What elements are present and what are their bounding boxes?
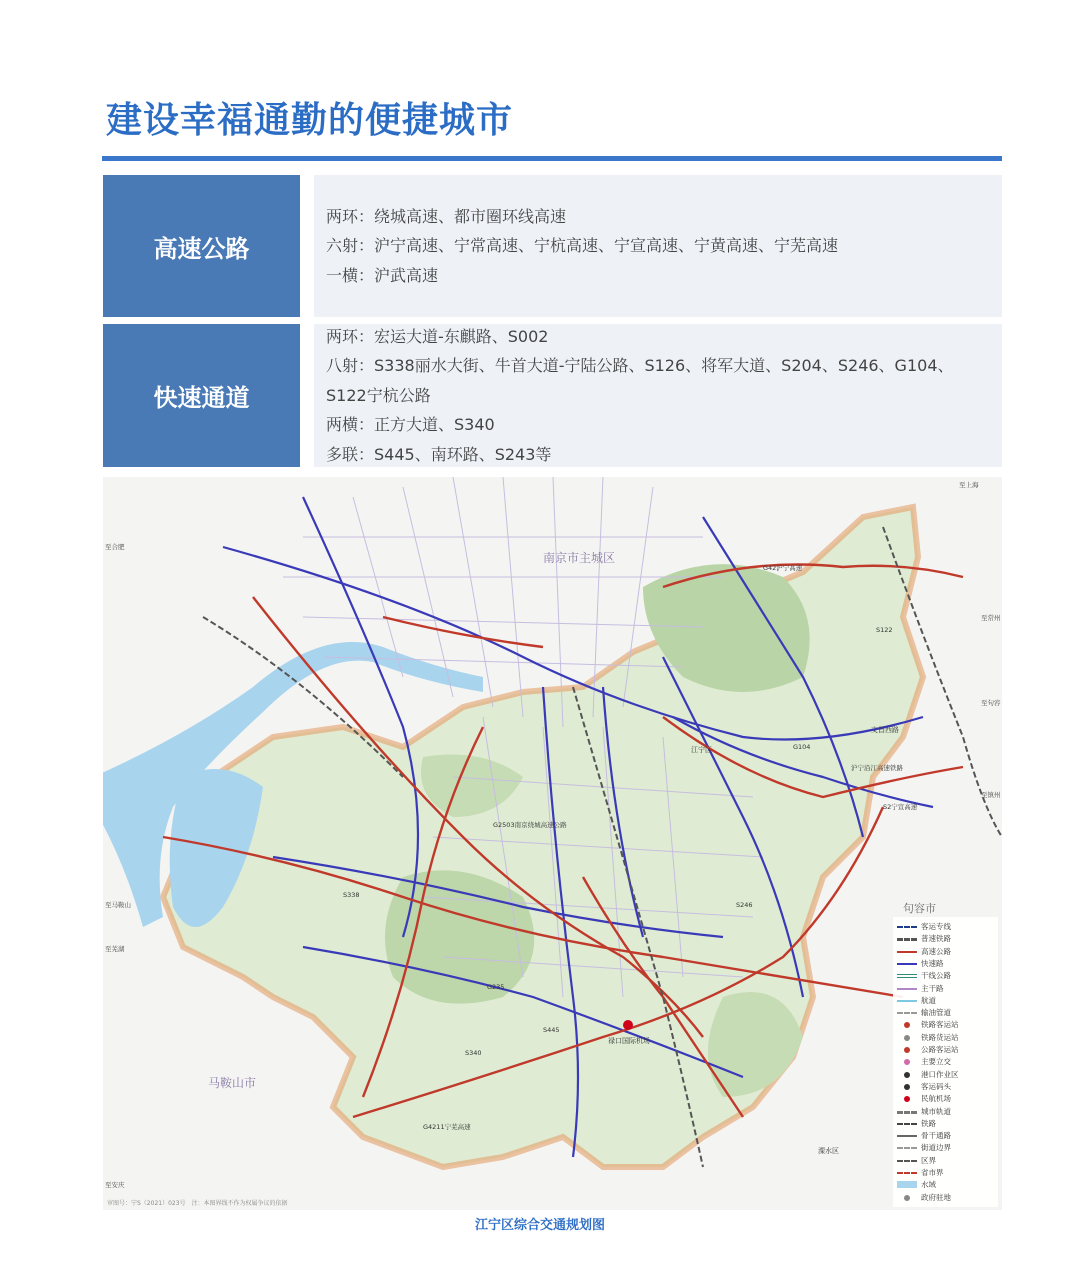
- legend-label: 铁路货运站: [921, 1032, 959, 1042]
- road-label: G4211宁芜高速: [423, 1123, 471, 1131]
- legend-symbol: [904, 1084, 910, 1090]
- direction-label: 至芜湖: [105, 945, 125, 953]
- map-canvas: [103, 477, 1002, 1210]
- direction-label: 至上海: [959, 481, 979, 489]
- airport-icon: [623, 1020, 633, 1030]
- direction-label: 至句容: [981, 699, 1001, 707]
- legend-item: [893, 1155, 998, 1167]
- legend-item: [893, 921, 998, 933]
- legend-label: 主要立交: [921, 1057, 951, 1067]
- legend-symbol: [897, 938, 917, 941]
- legend-label: 普速铁路: [921, 934, 951, 944]
- legend-label: 主干路: [921, 983, 944, 993]
- legend-item: [893, 1069, 998, 1081]
- legend-symbol: [904, 1059, 910, 1065]
- legend-symbol: [897, 926, 917, 928]
- legend-symbol: [897, 951, 917, 953]
- legend-label: 民航机场: [921, 1094, 951, 1104]
- legend-symbol: [897, 1123, 917, 1125]
- description-line: 六射：沪宁高速、宁常高速、宁杭高速、宁宣高速、宁黄高速、宁芜高速: [326, 236, 839, 256]
- direction-label: 至马鞍山: [105, 901, 131, 909]
- legend-item: [893, 1007, 998, 1019]
- airport-label: 禄口国际机场: [608, 1037, 650, 1045]
- description-line: 多联：S445、南环路、S243等: [326, 444, 552, 464]
- direction-label: 至常州: [981, 614, 1001, 622]
- legend-item: [893, 1081, 998, 1093]
- title-divider: [102, 156, 1002, 161]
- legend-item: [893, 1019, 998, 1031]
- legend-label: 铁路客运站: [921, 1020, 959, 1030]
- road-label: G42沪宁高速: [763, 564, 803, 572]
- road-label: G235: [487, 983, 505, 991]
- legend-symbol: [897, 1172, 917, 1174]
- legend-label: 区界: [921, 1155, 936, 1165]
- legend-label: 城市轨道: [921, 1106, 951, 1116]
- legend-symbol: [897, 1160, 917, 1162]
- direction-label: 至合肥: [105, 543, 125, 551]
- legend-symbol: [897, 1000, 917, 1002]
- category-label: 高速公路: [103, 175, 300, 317]
- legend-symbol: [904, 1072, 910, 1078]
- legend-item: [893, 1118, 998, 1130]
- legend-item: [893, 1056, 998, 1068]
- road-label: S246: [736, 901, 753, 909]
- legend-symbol: [904, 1047, 910, 1053]
- place-label: 溧水区: [818, 1147, 839, 1155]
- legend-label: 水域: [921, 1180, 936, 1190]
- legend-label: 省市界: [921, 1168, 944, 1177]
- legend-item: [893, 970, 998, 982]
- legend-label: 政府驻地: [921, 1192, 951, 1202]
- legend-item: [893, 1167, 998, 1179]
- legend-label: 港口作业区: [921, 1069, 959, 1079]
- road-label: S2宁宣高速: [883, 803, 918, 811]
- legend-label: 铁路: [921, 1118, 936, 1128]
- legend-label: 街道边界: [921, 1143, 951, 1153]
- legend-label: 客运专线: [921, 922, 951, 931]
- category-description: [314, 324, 1002, 467]
- legend-item: [893, 1044, 998, 1056]
- section-fast-channel: [103, 324, 1002, 467]
- legend-symbol: [904, 1022, 910, 1028]
- legend-item: [893, 958, 998, 970]
- description-line: 两环：绕城高速、都市圈环线高速: [326, 206, 567, 226]
- legend-symbol: [904, 1035, 910, 1041]
- legend-item: [893, 1130, 998, 1142]
- legend-label: 干线公路: [921, 971, 951, 981]
- category-description: [314, 175, 1002, 317]
- legend-symbol: [897, 963, 917, 965]
- legend-symbol: [897, 1135, 917, 1137]
- page-title: 建设幸福通勤的便捷城市: [106, 100, 514, 141]
- legend-symbol: [897, 1181, 917, 1188]
- description-line: 八射：S338丽水大街、牛首大道-宁陆公路、S126、将军大道、S204、S246、G104、: [326, 356, 954, 376]
- legend-item: [893, 1093, 998, 1105]
- place-label: 江宁区: [691, 746, 712, 754]
- description-line: 两横：正方大道、S340: [326, 415, 495, 435]
- legend-item: [893, 983, 998, 995]
- description-line: 两环：宏运大道-东麒路、S002: [326, 326, 549, 346]
- hill-area: [385, 870, 534, 1003]
- legend-label: 航道: [921, 995, 936, 1005]
- legend-symbol: [897, 1111, 917, 1114]
- legend-label: 高速公路: [921, 946, 951, 956]
- legend-item: [893, 1192, 998, 1204]
- road-label: S122: [876, 626, 893, 634]
- road-label: G104: [793, 743, 811, 751]
- legend-item: [893, 995, 998, 1007]
- description-line: 一横：沪武高速: [326, 265, 439, 285]
- category-label: 快速通道: [103, 324, 300, 467]
- direction-label: 至安庆: [105, 1181, 125, 1189]
- legend-symbol: [904, 1096, 910, 1102]
- place-label: 马鞍山市: [208, 1076, 257, 1090]
- road-label: S338: [343, 891, 360, 899]
- legend-symbol: [897, 974, 917, 978]
- approval-note: 审图号：宁S（2021）023号 注：本图界线不作为权属争议的依据: [107, 1200, 288, 1207]
- legend-label: 骨干通路: [921, 1131, 951, 1141]
- legend-item: [893, 946, 998, 958]
- legend-item: [893, 1142, 998, 1154]
- legend-symbol: [897, 988, 917, 990]
- map-caption: 江宁区综合交通规划图: [474, 1218, 605, 1233]
- legend-symbol: [897, 1012, 917, 1014]
- road-label: 沪宁沿江高速铁路: [851, 764, 903, 772]
- legend-label: 客运码头: [921, 1081, 951, 1091]
- road-label: G2503南京绕城高速公路: [493, 821, 567, 829]
- section-expressway: [103, 175, 1002, 317]
- legend-label: 公路客运站: [921, 1045, 959, 1054]
- legend-item: [893, 1179, 998, 1191]
- description-line: S122宁杭公路: [326, 385, 431, 405]
- legend-label: 输油管道: [921, 1008, 951, 1018]
- transport-plan-map: [103, 477, 1002, 1210]
- place-label: 南京市主城区: [543, 551, 616, 565]
- road-label: 文昌西路: [871, 726, 899, 734]
- legend-symbol: [897, 1147, 917, 1149]
- legend-item: [893, 1032, 998, 1044]
- road-label: S445: [543, 1026, 560, 1034]
- legend-symbol: [904, 1195, 910, 1201]
- road-label: S340: [465, 1049, 482, 1057]
- legend-item: [893, 933, 998, 945]
- legend-label: 快速路: [921, 958, 944, 968]
- legend-item: [893, 1106, 998, 1118]
- map-legend: [893, 917, 998, 1207]
- place-label: 句容市: [903, 902, 936, 915]
- direction-label: 至镇州: [981, 791, 1001, 799]
